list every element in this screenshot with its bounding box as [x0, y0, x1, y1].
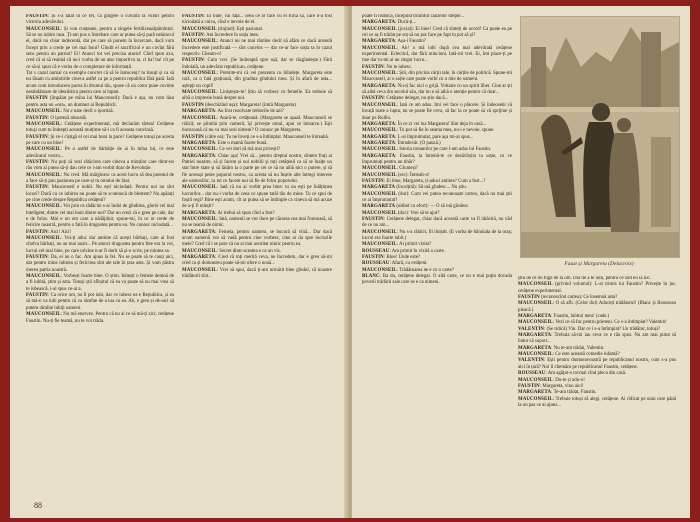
dialogue-text: : Faustin, iubitul meu! (cade.) [551, 314, 610, 320]
dialogue-text: : O ipoteză absurdă. [47, 115, 87, 121]
dialogue-text: : Aici! Aici! [47, 229, 72, 235]
dialogue-paragraph [518, 301, 676, 314]
dialogue-paragraph [26, 147, 174, 160]
dialogue-text: : Am agățat-o tocmai cînd pleca din casă. [545, 371, 627, 377]
speaker-name: MARGARETA [362, 121, 396, 127]
speaker-name: MARGARETA [362, 20, 396, 26]
speaker-name: MARGARETA [362, 83, 396, 89]
speaker-name: MAUCONSEIL [362, 147, 397, 153]
dialogue-text: : Cetățene delegat, chiar dacă această carte va fi rătăcită, nu văd de ce nu am... [362, 217, 512, 229]
speaker-name: MAUCONSEIL [182, 71, 217, 77]
dialogue-text: : Mauconseil e nobil. Nu ești niciodată. Pentru noi nu sînt locuri? Dacă cu ce iubirea nu poate să te scutească de blestem? Nu apărați pe cine crede despre Republica cetățeni? [26, 185, 174, 203]
speaker-name: MAUCONSEIL [362, 229, 397, 235]
speaker-name: FAUSTIN [26, 185, 48, 191]
speaker-name: MAUCONSEIL [518, 301, 553, 307]
dialogue-text: : Vezi ce să fac pentru prieteni. Ce s-a întîmplat? Valentin! [552, 320, 667, 326]
speaker-name: MAUCONSEIL [182, 39, 217, 45]
dialogue-text: (jovial): Ei bine! Cred că sînteți de acord! Ca poate ea pe cei ce aș fi trădat pe soț să nu pot face pe fapt tu pot să și? [362, 26, 512, 39]
dialogue-text: : Nu s-a rătăcit, fii liniștit. (E vorba de bănuiala de la oraș; lucrul era foarte iubit.) [362, 229, 512, 242]
speaker-name: MAUCONSEIL [362, 166, 397, 172]
speaker-name: MARGARETA [362, 153, 396, 159]
dialogue-text: : Tu pot să fie în seama mea, nu-i e nevoie, spune. [396, 128, 495, 134]
speaker-name: MAUCONSEIL [26, 121, 61, 127]
dialogue-text: (sec): Întreab-o! [396, 172, 430, 178]
speaker-name: MAUCONSEIL [518, 352, 553, 358]
speaker-name: VALENTIN [518, 358, 544, 364]
dialogue-text: Tot s cazul numai ca exemplu concret că să le îamscenț? tu însuți și ca să nu lăsam cu amintirile cineva astfel ca pe a pentru republica fără pată. Iată acum cum introducem pacea în drumul tău, spuse că un cotor pune cuvinte nerabdătoare de idealistica pentru care ai luptat. [26, 71, 174, 96]
dialogue-text: : L-ai împrumutat, pare așa mi-ai spus... [395, 134, 474, 140]
dialogue-paragraph [362, 154, 512, 167]
speaker-name: MAUCONSEIL [26, 147, 61, 153]
dialogue-paragraph [182, 39, 332, 58]
dialogue-paragraph [362, 84, 512, 97]
dialogue-paragraph [182, 71, 332, 90]
dialogue-text: : Cetățene experimental, mă declarăm tărtea! Cetățene totuși cum tu îndrepți această mulțime să-i ca fi aceasta convinsă. [26, 121, 174, 134]
dialogue-text: : Nu poți să vezi rătăcirea care cineva a minților care dintr-un rău vom ai putea să-ți dau cele ce i-am vorbit doar de Revoluție. [26, 159, 174, 172]
dialogue-text: (către ea): Tu ne înveți ce s-a întîmplat. Mauconseil te întreabă. [203, 134, 329, 140]
speaker-name: MAUCONSEIL [182, 115, 217, 121]
speaker-name: MAUCONSEIL [26, 172, 61, 178]
dialogue-paragraph [26, 204, 174, 229]
speaker-name: BLANC [362, 274, 380, 280]
dialogue-text: : Ah! a mă iubi după cea mai adevărată cetățene experimental. Eclectică, dar fără minciuni. Iată-mi vrei. Ei, îmi place-ți pe tine dar tu-mi ai un singur lucru... [362, 45, 512, 64]
speaker-name: FAUSTIN [26, 159, 48, 165]
dialogue-paragraph [26, 122, 174, 135]
dialogue-text: știu de ce nu fuge de la om. Dar de a te iubi, pentru ce sînt eu la loc. [518, 276, 651, 281]
dialogue-text: : Iată că nu ai vorbit prea bine: tu nu ești pe înălțimea lucrurilor... dar nu-i vorba de ceea ce spune tatăl tău de mine. Tu ce spui de foștii regi? Bine ești acum, cît ar putea să se întîmple ca cineva să mă acuze de a-ți fi mințit? [182, 185, 332, 210]
speaker-name: FAUSTIN [182, 102, 204, 108]
dialogue-text: (dur): Cum vei putea recunoaște cartea, dacă nu mai știi ce ai împrumutat? [362, 191, 512, 203]
dialogue-text: : Așa-i Faustin? [395, 39, 426, 45]
speaker-name: MAUCONSEIL [362, 210, 397, 216]
speaker-name: FAUSTIN [26, 293, 48, 299]
dialogue-text: : Este o mamă foarte bună. [215, 140, 268, 146]
dialogue-text: : Da, ei nu o fac. Am ajuns la fel. Nu se poate să te cauți aici, dar pentru mine iubirea și fericirea sînt ale tale în țara asta. Și vom păstra mereu patria noastră. [26, 255, 174, 273]
dialogue-text: : Știi, din pricina cărții tale, în cărțile de politică. Spune-mi Mauconseil, ai o soție care poate vorbi cu o mie de oameni. [362, 71, 512, 83]
dialogue-paragraph [182, 268, 332, 281]
dialogue-text: : Și s-a tăiat în ce fel, ca gingele o cuvîntă la vuluri pentru victoria adevărului. [26, 14, 174, 26]
dialogue-text: : Liniștește-te! Știu să vorbesc cu femeile. Ea trebuie să aibă o impresie bună despre noi. [182, 90, 332, 102]
dialogue-text: : Am primit în vizită o carte. [389, 248, 445, 254]
speaker-name: MAUCONSEIL [182, 248, 217, 254]
speaker-name: FAUSTIN [26, 134, 48, 140]
dialogue-paragraph [26, 71, 174, 96]
dialogue-text: : Ce este această comedie infamă? [552, 352, 620, 358]
speaker-name: MAUCONSEIL [26, 204, 61, 210]
speaker-name: FAUSTIN [26, 14, 48, 19]
speaker-name: MAUCONSEIL [182, 267, 217, 273]
dialogue-paragraph [362, 71, 512, 84]
dialogue-paragraph [362, 217, 512, 230]
dialogue-text: : Premite-mi că vei prezenta cu blîndețe. Margareta este rară, ca o fată grațioasă, din gradina gîndului meu. Și în afară de asta... aștepți un copil! [182, 71, 332, 89]
dialogue-paragraph [182, 58, 332, 71]
dialogue-text: : Ai primit vizita? [396, 242, 432, 248]
speaker-name: MARGARETA [362, 140, 396, 146]
right-page-column-1 [362, 14, 512, 500]
dialogue-paragraph [362, 192, 512, 205]
dialogue-text: : Iată ce am adus. Imi vei face o plăcere. Și îndeosebi vă învață toate a lupta, nu se poate fie ceva, să fac la ce poate să vă sprijine și doar pe Rollin. [362, 102, 512, 121]
dialogue-text: : Bine! Unde este? [383, 255, 421, 261]
speaker-name: MARGARETA [518, 345, 552, 351]
speaker-name: FAUSTIN [26, 96, 48, 102]
dialogue-paragraph [362, 46, 512, 65]
dialogue-text: : Cred că toți merită ceva, ne încredem, dar e greu să-mi cred ca și dumnezeu poate să-mi ofere o nouă... [182, 255, 332, 267]
book-spread [10, 6, 690, 518]
speaker-name: FAUSTIN [518, 383, 540, 389]
dialogue-text: : Ei bine, Margareta, ți-aduci aminte? Cum a fost...? [383, 178, 486, 184]
dialogue-paragraph [26, 173, 174, 186]
dialogue-text: : Nu e nate decît o iportiză. [60, 109, 114, 115]
speaker-name: MARGARETA [182, 255, 216, 261]
dialogue-paragraph [26, 27, 174, 71]
speaker-name: FAUSTIN [26, 229, 48, 235]
dialogue-text: : Ce vei dori să mă mai privești? [216, 147, 281, 153]
dialogue-text: : Pe o astfel de bărbăție de ai în mîna lui, ce este adevăratul vostru... [26, 147, 174, 159]
speaker-name: MARGARETA [182, 140, 216, 146]
dialogue-text: : Nu te-am trădat, Valentin. [551, 345, 605, 351]
dialogue-text: : Ești pentru dumneavoastră pe republicanul nostru, cum s-a pus aici în țară? Noi îl chemăm pe republicanul Faustin, cetățene. [518, 358, 676, 370]
dialogue-text: : Au fost rezolvate treburile de azi? [215, 109, 284, 115]
speaker-name: MAUCONSEIL [362, 267, 397, 273]
dialogue-paragraph [362, 230, 512, 243]
speaker-name: MARGARETA [362, 204, 396, 210]
dialogue-text: : Întradevăr. (O pauză.) [395, 140, 441, 146]
dialogue-text: : Vrei să spui, dacă ți-am urmărit bine gîndul, că noastre trădătorii sînt... [182, 267, 332, 280]
dialogue-text: : Ca orice om, nu îl pot iubi, dar ce iubesc ea e Republica, și ea să mă-n va iubi pentru că va rămîne de a lua cu ea. Ah, e greu și de-aici să putem rămîne iubiți oameni. [26, 293, 174, 311]
dialogue-paragraph [26, 293, 174, 312]
dialogue-text: (deschizînd ușa): Margareta! (intră Margareta) [203, 102, 296, 108]
dialogue-text: (privind volumul): L-ai trimis lui Faustin? Privește în jur, cetățene experimental. [518, 282, 676, 294]
left-page [10, 6, 348, 518]
dialogue-text: : Trădătoarea ne e cu o carte? [396, 267, 455, 273]
dialogue-text: : Ar trebui să spun cînd a fost? [215, 210, 275, 216]
speaker-name: FAUSTIN [182, 58, 204, 64]
dialogue-text: (încolțită): Să mă gîndesc... Nu știu. [395, 185, 467, 191]
dialogue-text: : Chiar așa! Vrei să... pentru dreptul nostru, sîntem frați ai Patriei noastre, să și facem și noi nobilii și toți cetățenii ca să se înalțe un stat între state și să lăsăm la o parte pe cei ce să nu aibă nici o putere, și să fie aceeași peste poporul nostru, ca acesta să nu înșele alte întregi interese ale oamenilor, ca tot ce facem noi să fie de folos poporului. [182, 153, 332, 184]
speaker-name: FAUSTIN [182, 134, 204, 140]
dialogue-text: : Atunci nu ne mai rămîne decît să afăm ce dacă această încredere este justificată — sînt convins — dar ce-ar face soția ta în cazul respectiv. Cheam-o! [182, 39, 332, 58]
right-page-column-2 [518, 276, 676, 498]
dialogue-text: : Și ce-i cîștigă el cei mai buni la pace? Cetățene totuși pe acesta pe care cu un bine! [26, 134, 174, 146]
illustration-caption: Faust și Margareta (Delacroix) [564, 261, 634, 267]
dialogue-text: : Cum vrei. (Se îndreaptă spre ușă, dar se răzgîndește.) Fără îndoială, un adevărat republican, cetățene. [182, 58, 332, 70]
speaker-name: MAUCONSEIL [518, 320, 553, 326]
speaker-name: MAUCONSEIL [182, 185, 217, 191]
speaker-name: ROUSSEAU [362, 261, 390, 267]
speaker-name: MAUCONSEIL [362, 102, 397, 108]
speaker-name: MAUCONSEIL [518, 377, 553, 383]
dialogue-text: : Faustin, la întrebă-te ce desăvîrșita ta soție, cu ce împrumuți pentru un tînăr? [362, 153, 512, 165]
speaker-name: MAUCONSEIL [26, 312, 61, 318]
dialogue-paragraph [26, 312, 174, 325]
dialogue-paragraph [362, 27, 512, 40]
speaker-name: MAUCONSEIL [182, 26, 217, 32]
dialogue-text: (împăiat pe mîna lui Mauconseil): Dacă e așa, nu vom lăsa pentru asta un «ost», un dumnez ai Republicii. [26, 96, 174, 108]
speaker-name: FAUSTIN [26, 115, 48, 121]
left-page-number: 88 [34, 501, 42, 510]
dialogue-text: (rinjind): Ești pasionat. [216, 26, 264, 32]
dialogue-paragraph [26, 96, 174, 109]
dialogue-paragraph [182, 185, 332, 210]
dialogue-text: : Am încredere în soția mea. [203, 33, 259, 39]
speaker-name: MARGARETA [518, 314, 552, 320]
dialogue-paragraph [182, 255, 332, 268]
left-page-column-2 [182, 14, 332, 500]
faust-margareta-illustration [520, 16, 680, 258]
speaker-name: FAUSTIN [362, 64, 384, 70]
speaker-name: MARGARETA [182, 109, 216, 115]
dialogue-text: : Asară-te, cetățeană. (Margareta se așază. Mauconseil se ridică; se plimbă prin cameră; își privește omul, apoi se întoarce.) Ești bucuroasă că nu va mai sosi nimeni? O cunosc pe Margareta. [182, 115, 332, 134]
dialogue-paragraph [182, 116, 332, 135]
speaker-name: MAUCONSEIL [362, 191, 397, 197]
speaker-name: FAUSTIN [362, 217, 384, 222]
dialogue-paragraph [182, 90, 332, 103]
speaker-name: MAUCONSEIL [182, 147, 217, 153]
speaker-name: MARGARETA [182, 229, 216, 235]
dialogue-text: : Trebuie totuși să alegi, cetățene. Ai ridicat pe unui care până la un pas ce ai ajuns... [518, 396, 676, 408]
dialogue-paragraph [26, 14, 174, 27]
speaker-name: MAUCONSEIL [362, 26, 397, 32]
dialogue-paragraph [26, 274, 174, 293]
dialogue-paragraph [26, 135, 174, 148]
dialogue-text: : Ei bine, vai față... ceea ce ar face cu ei furia sa, care n-a fost niciodată a cuiva, cînd e nevoie de el. [182, 14, 332, 26]
dialogue-text: : În ce zi vei lua Margareta! Sînt deja în casă... [395, 121, 487, 127]
speaker-name: MAUCONSEIL [362, 45, 397, 51]
speaker-name: MARGARETA [518, 333, 552, 339]
dialogue-paragraph [26, 160, 174, 173]
speaker-name: MAUCONSEIL [362, 242, 397, 248]
right-page [352, 6, 690, 518]
dialogue-paragraph [26, 255, 174, 274]
speaker-name: MARGARETA [182, 210, 216, 216]
dialogue-text: : Istoria romanilor pe care l-am adus lui Faustin. [396, 147, 492, 153]
speaker-name: MAUCONSEIL [26, 274, 61, 280]
dialogue-text: : Voi prin ce rădăcini s-ar îndoi de gîndirea, glorie cel mai inteligent, dintre cei mai buni dintre noi? Dar nu crezi că e greu pe cale, dar e de folos. Mai e un om care a nădăjduit, spune-mi, în ce ar crede de fericire noastră, pentru o fată în dragostea pentru ea. Nu cunosc niciodată... [26, 204, 174, 229]
dialogue-paragraph [518, 333, 676, 346]
speaker-name: FAUSTIN [362, 96, 384, 102]
dialogue-text: : Nu mă enervez. Pentru că nu ai ce să mă-ți zici; cetățene Faustin. Nu-ți fie teamă, nu te voi trăda. [26, 312, 174, 324]
speaker-name: MAUCONSEIL [182, 217, 217, 222]
dialogue-text: : Vorbești foarte bine. O știm. Iubești o femeie demnă de a fi iubită, știm și asta. Totuși știi sfîrșitul că ea va poate să nu mai vrea să te iubească, i-ai spus ce-ai a. [26, 274, 174, 292]
speaker-name: FAUSTIN [182, 14, 204, 19]
speaker-name: MARGARETA [518, 390, 552, 396]
speaker-name: MAUCONSEIL [518, 396, 553, 402]
speaker-name: FAUSTIN [362, 255, 384, 261]
dialogue-paragraph [182, 217, 332, 230]
speaker-name: MAUCONSEIL [26, 236, 61, 242]
dialogue-paragraph [518, 358, 676, 371]
speaker-name: MAUCONSEIL [362, 172, 397, 178]
dialogue-paragraph [362, 103, 512, 122]
dialogue-text: : Nu-ți fac nici o grijă. Voltaire cu un spirit liber. Cine ar ști să aibă ceva din secolul său, dar nu e să aibă o atenție pentru că doar... [362, 83, 512, 96]
speaker-name: MARGARETA [182, 153, 216, 159]
dialogue-paragraph [518, 282, 676, 295]
dialogue-text: : Nu cred. Mă mărginesc ca acest lucru să dea poemul de a face să-ți pun pasiunea pe care-și tu omului de Stat. [26, 172, 174, 184]
speaker-name: ROUSSEAU [362, 248, 390, 254]
speaker-name: VALENTIN [518, 326, 544, 332]
speaker-name: MAUCONSEIL [362, 128, 397, 134]
speaker-name: FAUSTIN [182, 33, 204, 39]
speaker-name: MAUCONSEIL [518, 282, 553, 288]
dialogue-paragraph [362, 274, 512, 287]
dialogue-text: : Și von cunțeane, pentru a singele fertilizeazăpămîntul. Să se nu iubim rasa. Ți-am pus o întrebare care ar putea să-ți pară nelalocul ei, dacă nu chiar indecentă, dar pe care să punem la încercare, dacă vom încept prin a crede pe cei mai buni? Gîndit el sacrificiul e un cuvînt fără sens pentru un patriot! Ei! Atunci tot vei preciza atacul! Cînd spun axa, cred că ai să reaimă că nu-i vorba de un atac importiva ta, ci ba! ba! cît pe ce să-și spun că e vorba de o completare de informații. [26, 26, 174, 70]
speaker-name: MAUCONSEIL [362, 71, 397, 77]
dialogue-text: (uitînd cu efort): — O să mă gîndesc. [395, 204, 470, 210]
speaker-name: MARGARETA [362, 39, 396, 45]
dialogue-paragraph [182, 14, 332, 27]
dialogue-paragraph [518, 397, 676, 410]
dialogue-text: : Afară, cu cetățeni. [389, 261, 428, 267]
speaker-name: ROUSSEAU [518, 371, 546, 377]
dialogue-text: : Iată, oamenii se vor duce pe cărarea cea mai frumoasă, să nu se teamă de nimic. [182, 217, 332, 229]
speaker-name: MARGARETA [362, 185, 396, 191]
dialogue-paragraph [182, 230, 332, 249]
speaker-name: MARGARETA [362, 134, 396, 140]
speaker-name: MAUCONSEIL [182, 90, 217, 96]
dialogue-text: : Voi-ți aduc dar aminte că acești bărbați, care ai fost cîndva bărbați, nu au mai auzit... Pe atunci dragostea pentru fete era la voi, lucrul cel mai bine, pe care oricine n-ar fi dorit să și-o scrie, pe mintea sa. [26, 236, 174, 254]
dialogue-text: : Femeia, pentru oameni, se bucură să vină... Dar dacă acum oamenii vor să vadă pentru cine vorbesc, cine ar da spre lucrurile mele? Cred că i se pare că nu ai mai ascultat nimic pentru ea. [182, 229, 332, 248]
dialogue-text: : (Se ridică) Vin. Dar ce i s-a întîmplat? Un trădător, totuși? [544, 326, 661, 332]
dialogue-text: : Nu te iubesc. [383, 64, 413, 70]
dialogue-paragraph [26, 236, 174, 255]
dialogue-text: : Ba da, cetățene delegat. O altă carte, ce nu e mai puțin dovada poverii trădării sale care se e ca nimeni. [362, 274, 512, 286]
dialogue-text: (recunoscînd cartea): Ce însemnă asta? [539, 295, 618, 301]
dialogue-text: : Du-te și adu-o! [552, 377, 585, 383]
dialogue-text: poate fi rodnică, începînd triumful cauzelor drepte... [362, 14, 465, 19]
dialogue-text: : Secret dintr-acestea e ca un vis. [216, 248, 281, 254]
dialogue-text: (dur): Vrei să te ajut? [396, 210, 440, 216]
dialogue-paragraph [182, 154, 332, 186]
left-page-column-1 [26, 14, 174, 500]
dialogue-paragraph [26, 185, 174, 204]
speaker-name: FAUSTIN [518, 295, 540, 301]
speaker-name: MAUCONSEIL [26, 109, 61, 115]
dialogue-text: : Te-am trădat, Faustin. [551, 390, 597, 396]
dialogue-text: : Ducă-ți... [395, 20, 417, 26]
speaker-name: FAUSTIN [362, 178, 384, 184]
speaker-name: MAUCONSEIL [26, 26, 61, 32]
dialogue-text: : Glumeși? [396, 166, 419, 172]
dialogue-text: : Trebuia să-mi iau ceva ce e rău spus. Nu am mai putut să îndur să suport... [518, 333, 676, 345]
dialogue-text: : Margareta, vino aici! [539, 383, 584, 389]
dialogue-text: : O să afli. (Celor doi) Aduceți trădătorul! (Blanc și Rousseau pleacă.) [518, 301, 676, 313]
dialogue-text: : Cetățene delegat, nu știu dacă... [383, 96, 449, 102]
speaker-name: FAUSTIN [26, 255, 48, 261]
